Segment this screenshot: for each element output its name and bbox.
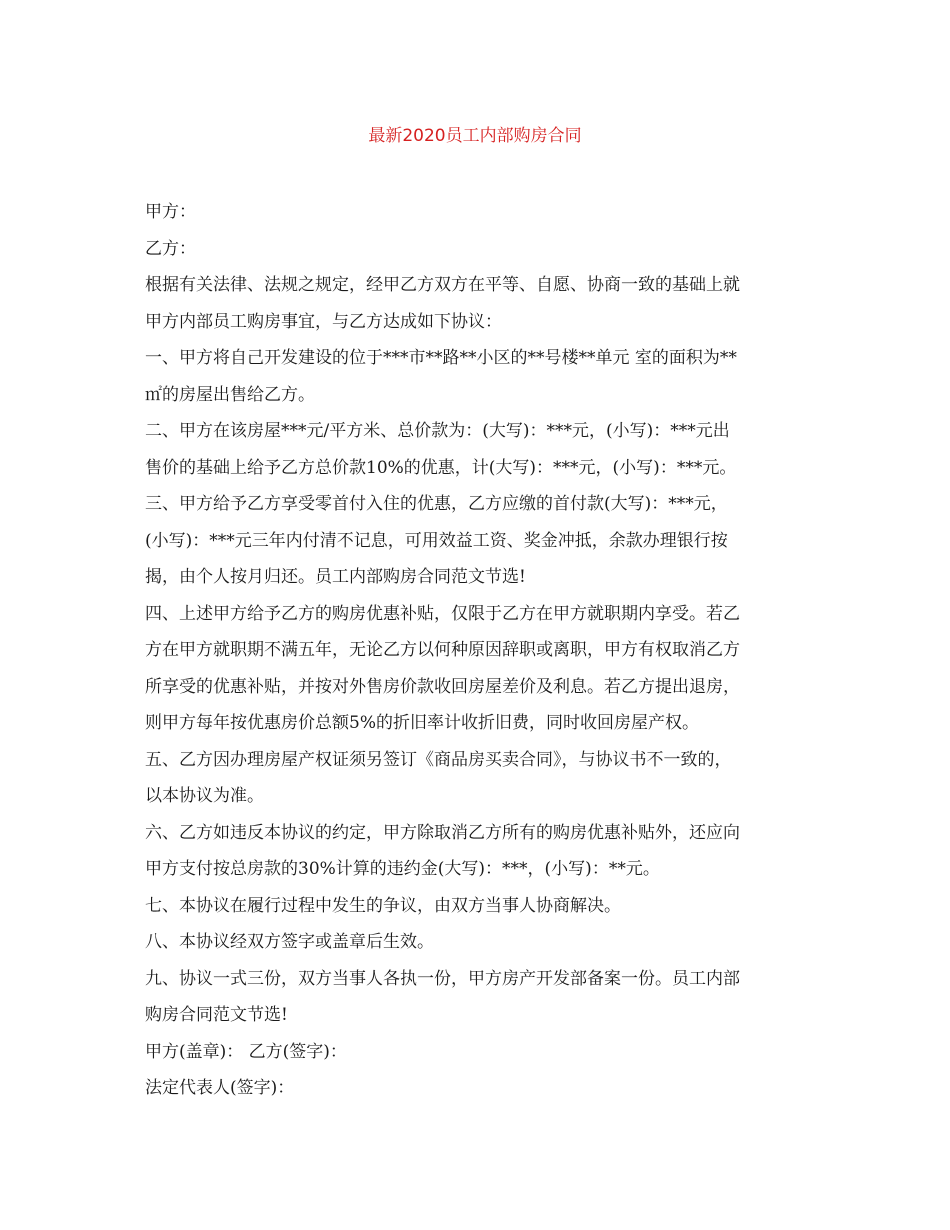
text-line: 乙方： [145, 238, 196, 259]
text-line: 甲方： [145, 202, 196, 222]
text-line: 甲方内部员工购房事宜，与乙方达成如下协议： [145, 311, 502, 332]
text-line: 揭，由个人按月归还。员工内部购房合同范文节选! [145, 567, 526, 587]
text-line: 购房合同范文节选! [145, 1005, 288, 1025]
text-line: (小写)：***元三年内付清不记息，可用效益工资、奖金冲抵，余款办理银行按 [145, 530, 728, 551]
representative-line: 法定代表人(签字)： [145, 1078, 295, 1098]
text-line: 七、本协议在履行过程中发生的争议，由双方当事人协商解决。 [145, 895, 621, 916]
text-line: 所享受的优惠补贴，并按对外售房价款收回房屋差价及利息。若乙方提出退房， [145, 676, 740, 697]
text-line: 以本协议为准。 [145, 786, 264, 806]
text-line: 三、甲方给予乙方享受零首付入住的优惠，乙方应缴的首付款(大写)：***元， [145, 494, 728, 514]
text-line: 二、甲方在该房屋***元/平方米、总价款为：(大写)：***元，(小写)：***元出 [145, 421, 730, 441]
text-line: ㎡的房屋出售给乙方。 [145, 384, 315, 405]
document-title: 最新2020员工内部购房合同 [368, 126, 582, 146]
text-line: 则甲方每年按优惠房价总额5%的折旧率计收折旧费，同时收回房屋产权。 [145, 713, 699, 733]
text-line: 根据有关法律、法规之规定，经甲乙方双方在平等、自愿、协商一致的基础上就 [145, 275, 740, 295]
signature-line: 甲方(盖章)： 乙方(签字)： [145, 1041, 347, 1062]
text-line: 九、协议一式三份，双方当事人各执一份，甲方房产开发部备案一份。员工内部 [145, 968, 740, 989]
text-line: 五、乙方因办理房屋产权证须另签订《商品房买卖合同》，与协议书不一致的， [145, 749, 732, 770]
contract-body [145, 194, 810, 1107]
text-line: 售价的基础上给予乙方总价款10%的优惠，计(大写)：***元，(小写)：***元。 [145, 457, 737, 478]
text-line: 甲方支付按总房款的30%计算的违约金(大写)：***，(小写)：**元。 [145, 859, 660, 879]
text-line: 一、甲方将自己开发建设的位于***市**路**小区的**号楼**单元 室的面积为** [145, 348, 737, 368]
text-line: 方在甲方就职期不满五年，无论乙方以何种原因辞职或离职，甲方有权取消乙方 [145, 640, 740, 660]
text-line: 六、乙方如违反本协议的约定，甲方除取消乙方所有的购房优惠补贴外，还应向 [145, 822, 740, 843]
text-line: 八、本协议经双方签字或盖章后生效。 [145, 932, 434, 952]
text-line: 四、上述甲方给予乙方的购房优惠补贴，仅限于乙方在甲方就职期内享受。若乙 [145, 603, 740, 624]
